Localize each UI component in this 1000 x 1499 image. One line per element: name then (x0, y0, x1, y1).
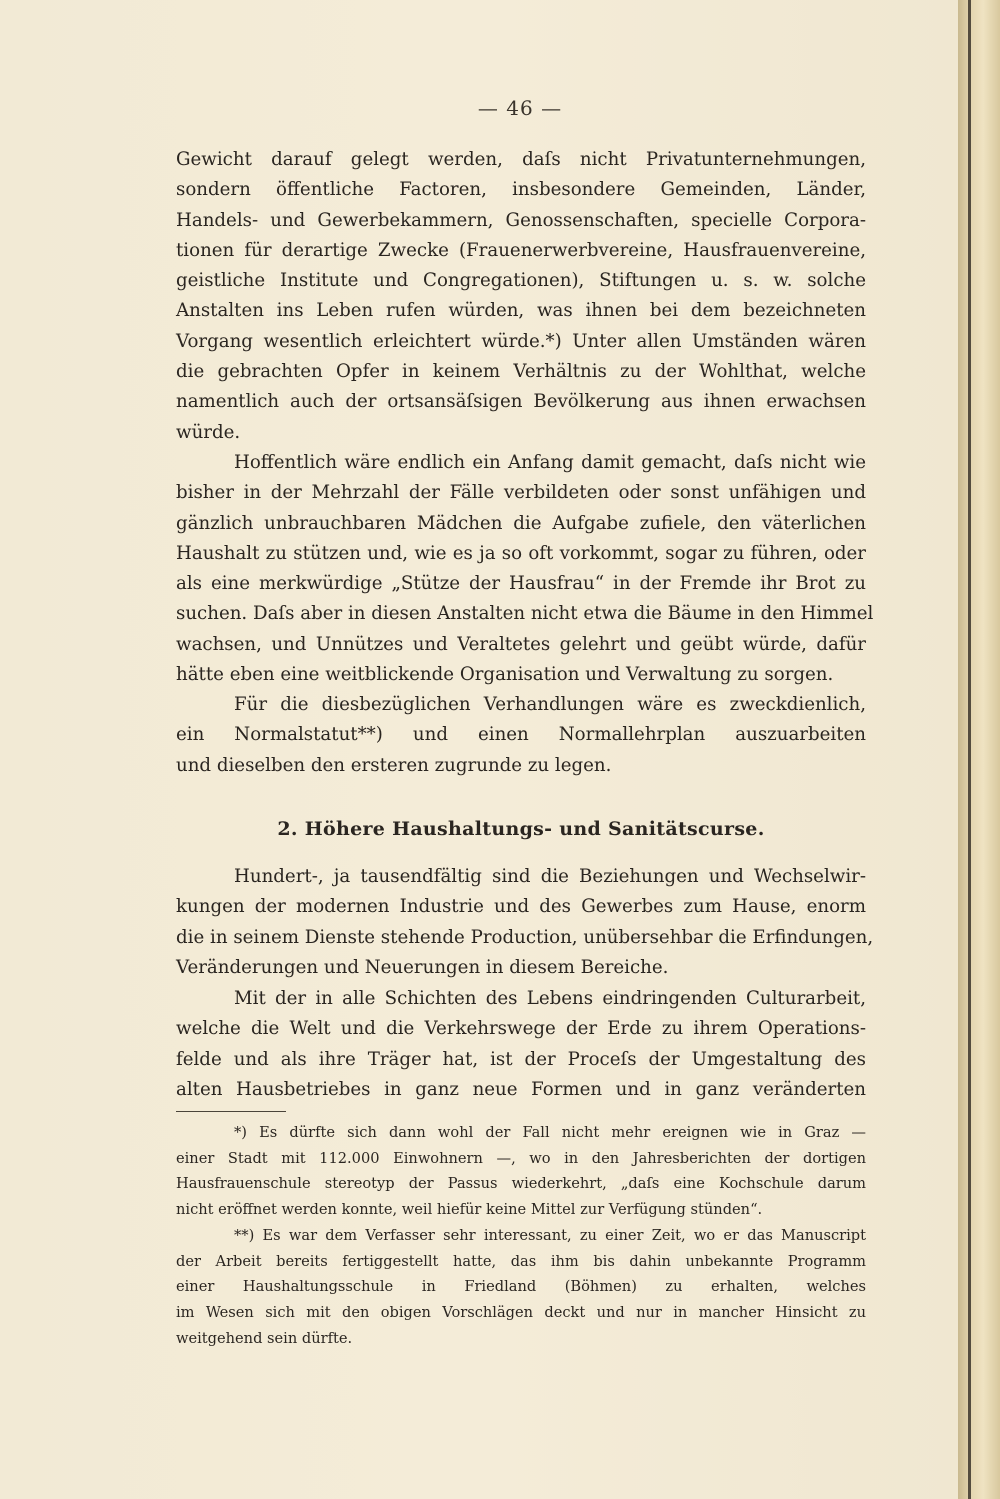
book-gutter (958, 0, 1000, 1499)
text-line: bisher in der Mehrzahl der Fälle verbildeten oder sonst unfähigen und (176, 482, 866, 504)
footnote-line: Hausfrauenschule stereotyp der Passus wiederkehrt, „daſs eine Kochschule darum (176, 1175, 866, 1193)
text-line: Anstalten ins Leben rufen würden, was ihnen bei dem bezeichneten (176, 300, 866, 322)
paragraph-5 (176, 984, 866, 1105)
footnote-rule (176, 1111, 286, 1112)
binding-edge (968, 0, 971, 1499)
text-line: Mit der in alle Schichten des Lebens eindringenden Culturarbeit, (234, 988, 866, 1009)
text-line: Für die diesbezüglichen Verhandlungen wäre es zweckdienlich, (234, 694, 866, 715)
page-number: — 46 — (477, 96, 563, 120)
text-line: Handels- und Gewerbekammern, Genossenschaften, specielle Corpora- (176, 209, 866, 231)
paragraph-2 (176, 448, 874, 690)
text-line: felde und als ihre Träger hat, ist der Proceſs der Umgestaltung des (176, 1048, 866, 1070)
text-line: geistliche Institute und Congregationen), Stiftungen u. s. w. solche (176, 270, 866, 292)
text-line: Haushalt zu stützen und, wie es ja so oft vorkommt, sogar zu führen, oder (176, 542, 866, 564)
footnotes (176, 1120, 866, 1351)
footnote-line: nicht eröffnet werden konnte, weil hiefür keine Mittel zur Verfügung stünden“. (176, 1201, 763, 1219)
text-line: tionen für derartige Zwecke (Frauenerwerbvereine, Hausfrauenvereine, (176, 239, 866, 261)
text-line: als eine merkwürdige „Stütze der Hausfrau“ in der Fremde ihr Brot zu (176, 573, 866, 595)
footnote-line: im Wesen sich mit den obigen Vorschlägen deckt und nur in mancher Hinsicht zu (176, 1303, 866, 1321)
text-line: namentlich auch der ortsansäſsigen Bevölkerung aus ihnen erwachsen (176, 391, 866, 413)
text-line: sondern öffentliche Factoren, insbesondere Gemeinden, Länder, (176, 179, 866, 201)
section-heading: 2. Höhere Haushaltungs- und Sanitätscurse. (277, 818, 765, 840)
paragraph-3 (176, 690, 866, 781)
footnote-line: einer Haushaltungsschule in Friedland (Böhmen) zu erhalten, welches (176, 1278, 866, 1296)
footnote-line: **) Es war dem Verfasser sehr interessant, zu einer Zeit, wo er das Manuscript (234, 1226, 866, 1244)
text-line: alten Hausbetriebes in ganz neue Formen und in ganz veränderten (176, 1078, 866, 1100)
footnote-line: einer Stadt mit 112.000 Einwohnern —, wo in den Jahresberichten der dortigen (176, 1149, 866, 1167)
text-line: die gebrachten Opfer in keinem Verhältnis zu der Wohlthat, welche (176, 361, 866, 383)
text-line: gänzlich unbrauchbaren Mädchen die Aufgabe zufiele, den väterlichen (176, 512, 866, 534)
paragraph-1 (176, 145, 866, 448)
text-line: Gewicht darauf gelegt werden, daſs nicht Privatunternehmungen, (176, 149, 866, 170)
text-line: hätte eben eine weitblickende Organisation und Verwaltung zu sorgen. (176, 664, 834, 686)
text-line: würde. (176, 421, 241, 443)
paragraph-4 (176, 862, 874, 983)
footnote-line: *) Es dürfte sich dann wohl der Fall nicht mehr ereignen wie in Graz — (234, 1124, 866, 1141)
text-line: suchen. Daſs aber in diesen Anstalten nicht etwa die Bäume in den Himmel (176, 603, 874, 625)
text-line: Veränderungen und Neuerungen in diesem Bereiche. (176, 956, 669, 978)
text-line: Hoffentlich wäre endlich ein Anfang damit gemacht, daſs nicht wie (234, 452, 866, 473)
text-line: und dieselben den ersteren zugrunde zu legen. (176, 754, 612, 776)
footnote-line: der Arbeit bereits fertiggestellt hatte, das ihm bis dahin unbekannte Programm (176, 1252, 866, 1270)
text-line: Vorgang wesentlich erleichtert würde.*) Unter allen Umständen wären (176, 330, 866, 352)
text-line: welche die Welt und die Verkehrswege der Erde zu ihrem Operations- (176, 1018, 866, 1040)
text-line: Hundert-, ja tausendfältig sind die Beziehungen und Wechselwir- (234, 866, 866, 887)
text-line: ein Normalstatut**) und einen Normallehrplan auszuarbeiten (176, 724, 866, 746)
text-line: wachsen, und Unnützes und Veraltetes gelehrt und geübt würde, dafür (176, 633, 866, 655)
text-line: kungen der modernen Industrie und des Gewerbes zum Hause, enorm (176, 896, 866, 918)
text-line: die in seinem Dienste stehende Production, unübersehbar die Erfindungen, (176, 926, 874, 948)
footnote-line: weitgehend sein dürfte. (176, 1329, 353, 1347)
